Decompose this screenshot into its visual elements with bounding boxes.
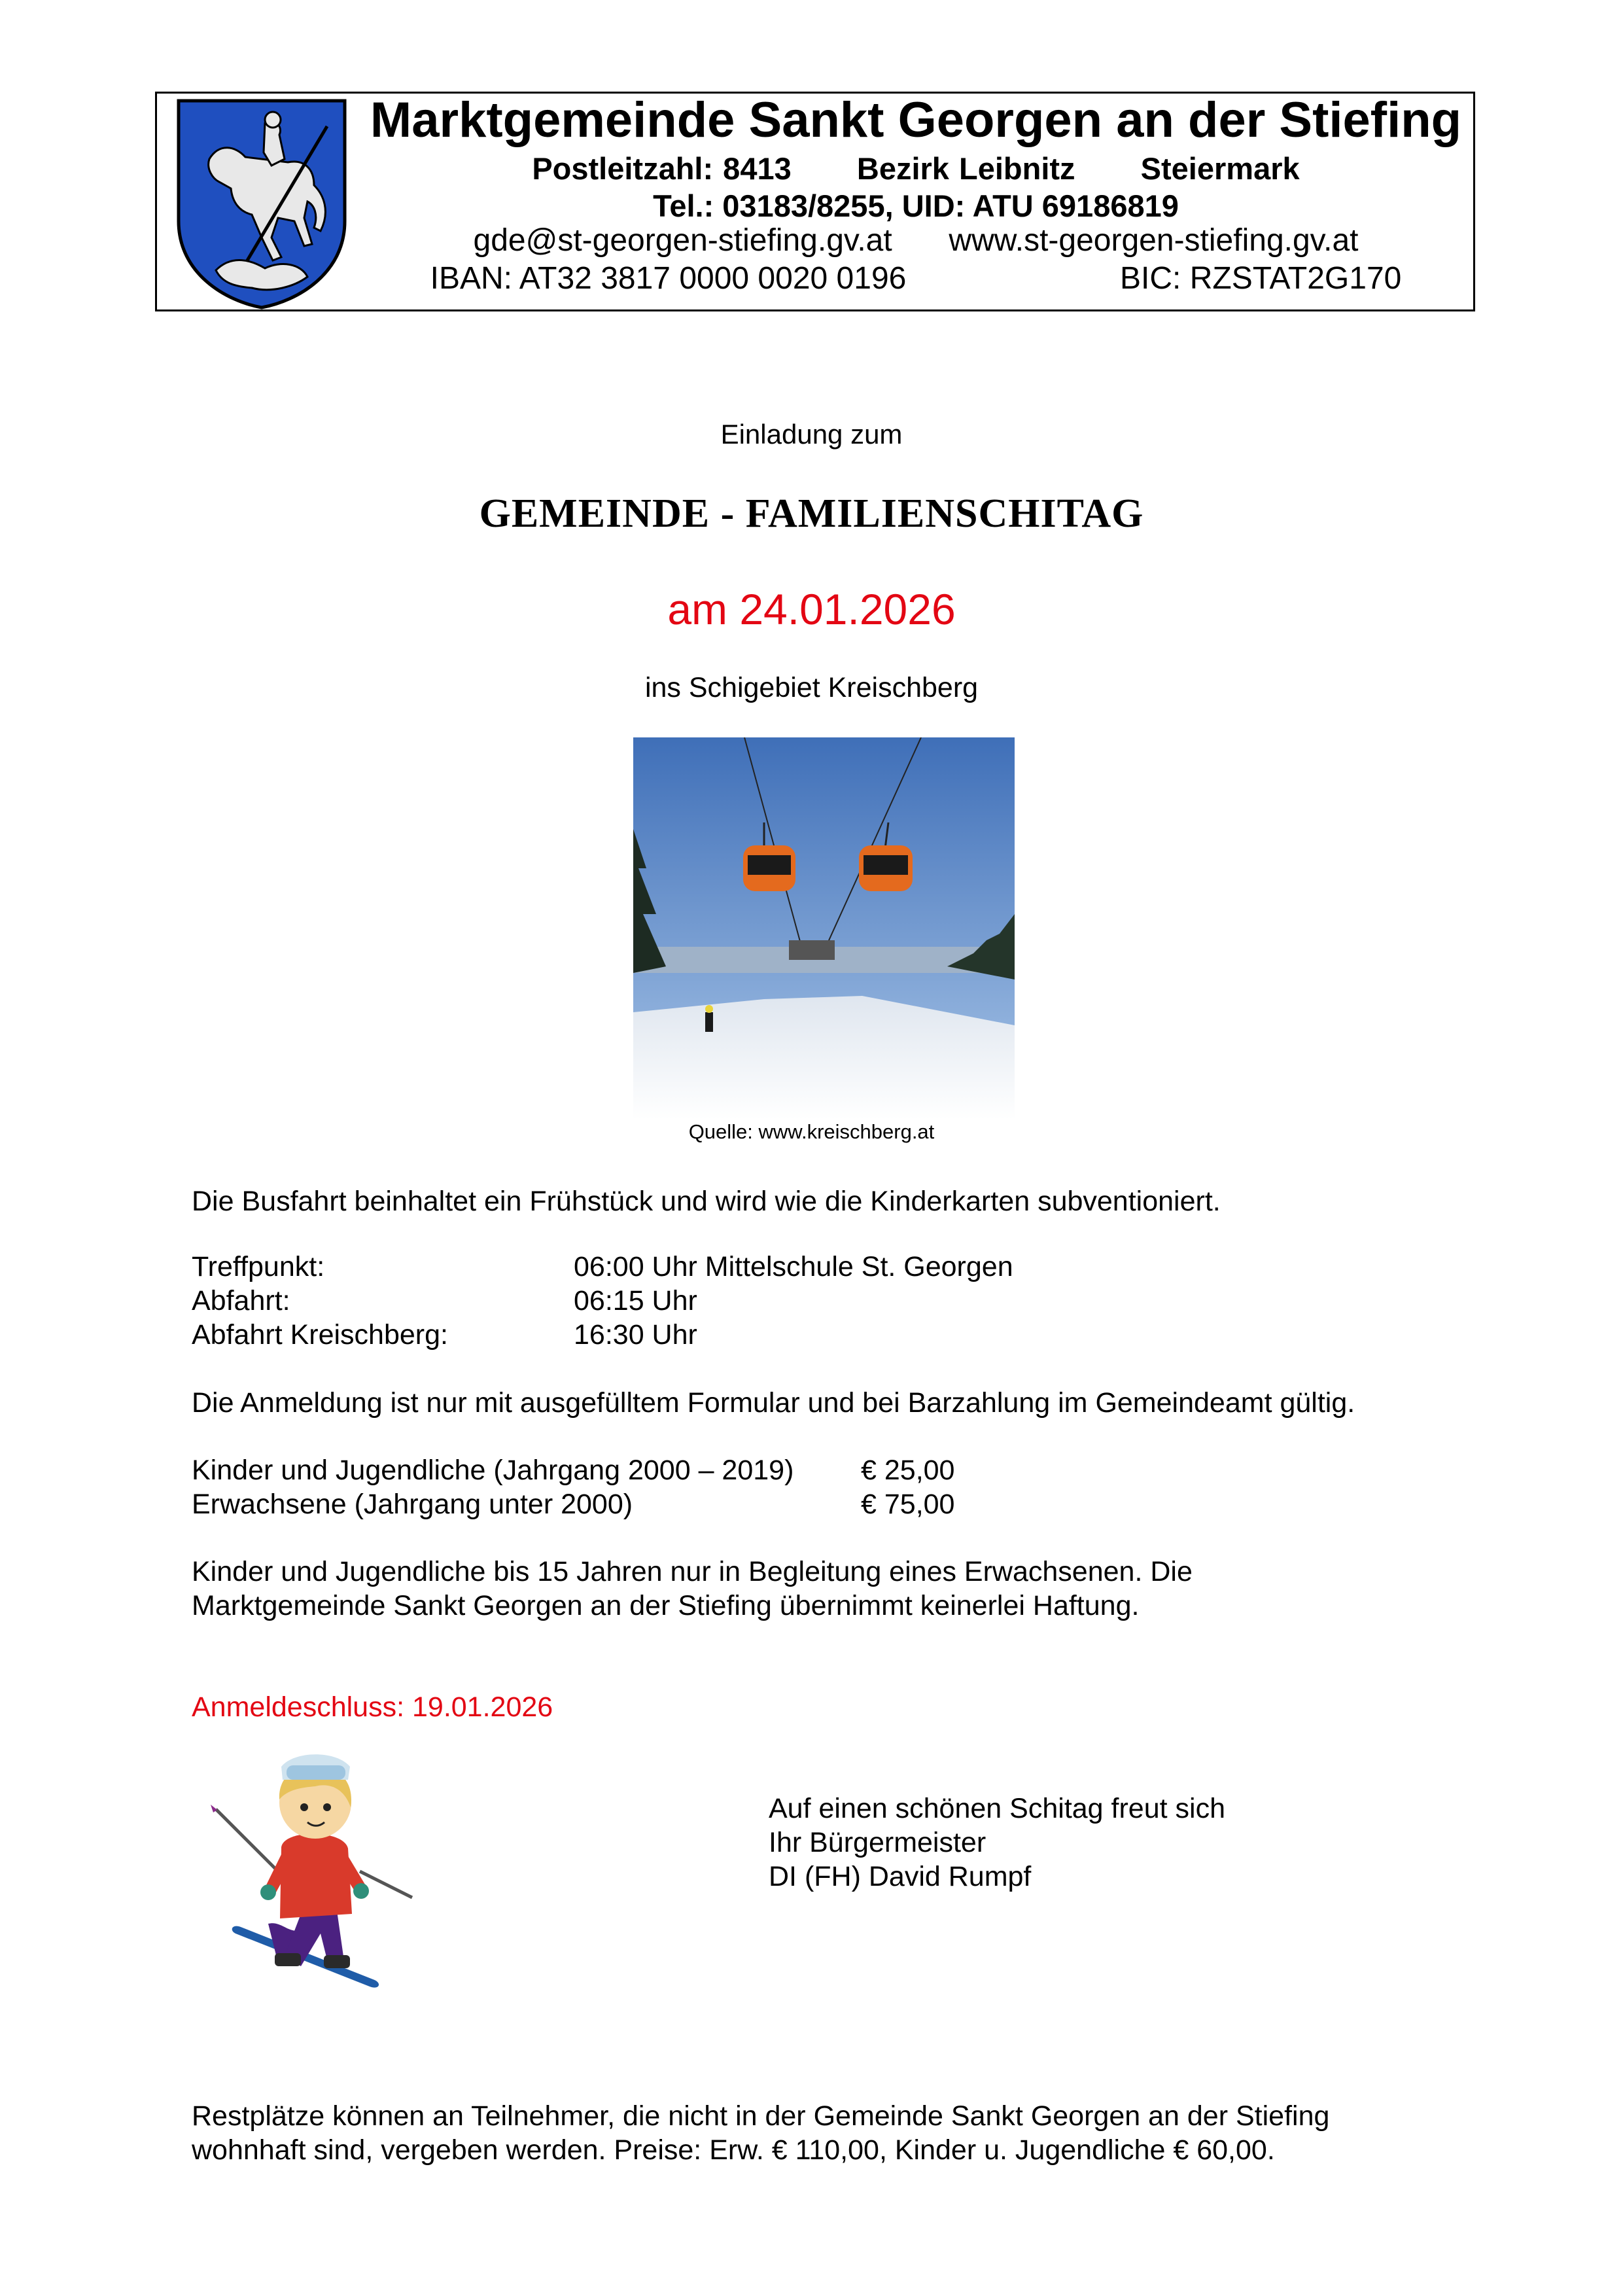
phone-uid: Tel.: 03183/8255, UID: ATU 69186819	[653, 188, 1179, 223]
price-label: Kinder und Jugendliche (Jahrgang 2000 – 2019)	[192, 1455, 794, 1486]
municipality-name: Marktgemeinde Sankt Georgen an der Stiefing	[370, 92, 1462, 148]
bic: BIC: RZSTAT2G170	[1120, 261, 1402, 296]
iban: IBAN: AT32 3817 0000 0020 0196	[430, 261, 907, 296]
remaining-seats-line2: wohnhaft sind, vergeben werden. Preise: Erw. € 110,00, Kinder u. Jugendliche € 60,00.	[192, 2134, 1275, 2166]
price-label: Erwachsene (Jahrgang unter 2000)	[192, 1489, 633, 1520]
coat-of-arms-icon	[173, 97, 350, 309]
contact-line	[366, 222, 1465, 258]
schedule-label: Abfahrt Kreischberg:	[192, 1319, 448, 1351]
schedule-value: 06:15 Uhr	[574, 1285, 697, 1316]
state: Steiermark	[1140, 151, 1300, 186]
email-link[interactable]: gde@st-georgen-stiefing.gv.at	[473, 223, 892, 258]
schedule-label: Abfahrt:	[192, 1285, 290, 1316]
schedule-value: 06:00 Uhr Mittelschule St. Georgen	[574, 1251, 1013, 1282]
signature-name: DI (FH) David Rumpf	[769, 1861, 1032, 1892]
district: Bezirk Leibnitz	[856, 151, 1075, 186]
signature-greeting: Auf einen schönen Schitag freut sich	[769, 1793, 1225, 1824]
event-title: GEMEINDE - FAMILIENSCHITAG	[479, 491, 1144, 536]
registration-info: Die Anmeldung ist nur mit ausgefülltem Formular und bei Barzahlung im Gemeindeamt gültig.	[192, 1387, 1355, 1419]
invitation-intro: Einladung zum	[720, 419, 903, 450]
gondola-photo	[633, 737, 1015, 1120]
skier-illustration-icon	[203, 1747, 425, 2002]
price-value: € 75,00	[861, 1489, 955, 1520]
remaining-seats-line1: Restplätze können an Teilnehmer, die nicht in der Gemeinde Sankt Georgen an der Stiefing	[192, 2100, 1330, 2132]
registration-deadline: Anmeldeschluss: 19.01.2026	[192, 1691, 553, 1723]
schedule-label: Treffpunkt:	[192, 1251, 325, 1282]
postal-code: Postleitzahl: 8413	[532, 151, 792, 186]
address-line	[366, 150, 1465, 186]
event-date: am 24.01.2026	[667, 585, 956, 633]
bank-line	[366, 260, 1465, 296]
schedule-value: 16:30 Uhr	[574, 1319, 697, 1351]
liability-note-line1: Kinder und Jugendliche bis 15 Jahren nur in Begleitung eines Erwachsenen. Die	[192, 1556, 1193, 1587]
ski-area: ins Schigebiet Kreischberg	[644, 672, 979, 703]
signature-title: Ihr Bürgermeister	[769, 1827, 986, 1858]
bus-info: Die Busfahrt beinhaltet ein Frühstück und wird wie die Kinderkarten subventioniert.	[192, 1186, 1221, 1217]
photo-caption: Quelle: www.kreischberg.at	[688, 1120, 935, 1143]
liability-note-line2: Marktgemeinde Sankt Georgen an der Stiefing übernimmt keinerlei Haftung.	[192, 1590, 1140, 1621]
price-value: € 25,00	[861, 1455, 955, 1486]
website-link[interactable]: www.st-georgen-stiefing.gv.at	[949, 223, 1359, 258]
